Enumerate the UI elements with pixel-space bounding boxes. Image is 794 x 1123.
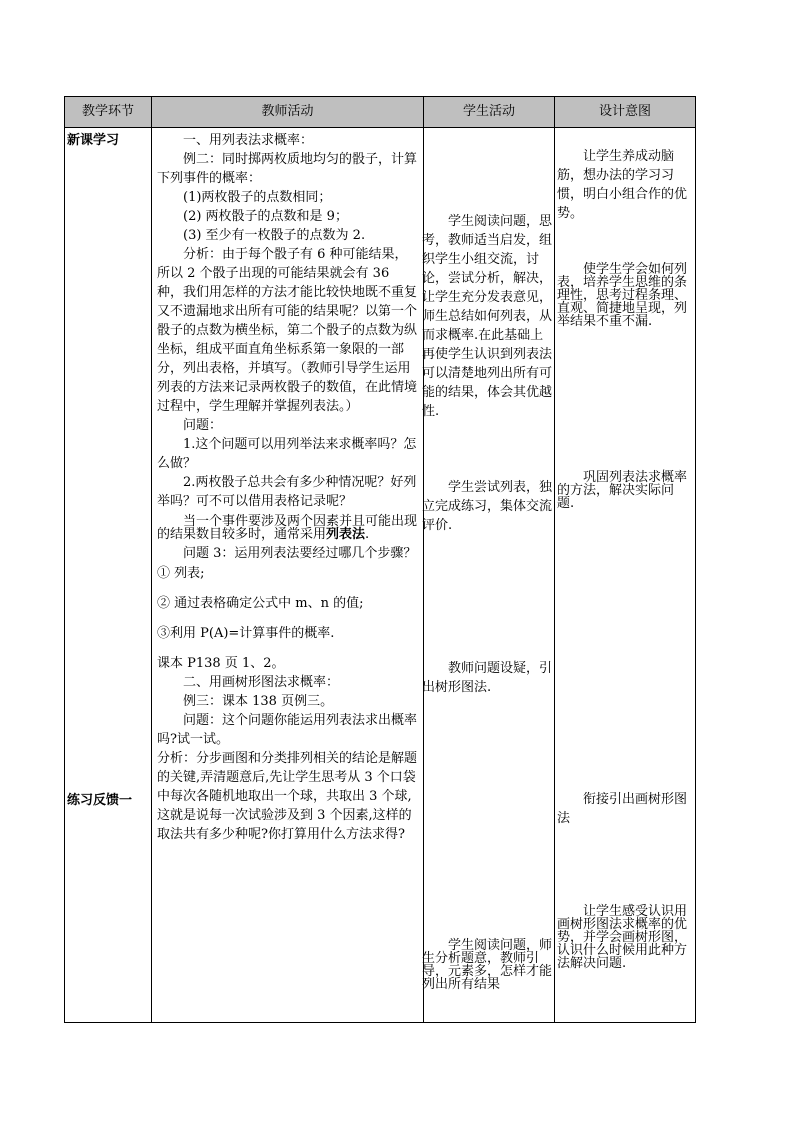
header-teaching-stage: 教学环节	[65, 97, 151, 127]
step-item: ② 通过表格确定公式中 m、n 的值;	[157, 596, 364, 611]
column-divider	[554, 97, 555, 1022]
column-divider	[151, 97, 152, 1022]
student-activity-4	[422, 939, 552, 991]
text-paragraph	[157, 515, 419, 541]
text-paragraph: 学生尝试列表，独立完成练习，集体交流评价.	[422, 480, 553, 533]
design-intent-1	[557, 147, 691, 223]
header-divider	[65, 127, 695, 128]
student-activity-1	[422, 212, 552, 421]
text-paragraph: (2) 两枚骰子的点数和是 9；	[183, 209, 348, 224]
text-paragraph: 让学生养成动脑筋，想办法的学习习惯，明白小组合作的优势。	[557, 149, 688, 221]
text-paragraph: 二、用画树形图法求概率：	[183, 675, 340, 690]
design-intent-2	[557, 263, 691, 328]
text-paragraph: (3) 至少有一枚骰子的点数为 2.	[183, 228, 366, 243]
text-paragraph: 分析：由于每个骰子有 6 种可能结果，所以 2 个骰子出现的可能结果就会有 36 种，我们用怎样的方法才能比较快地既不重复又不遗漏地求出所有可能的结果呢？以第一个骰子的点数为横坐标，第二个骰子的点数为纵坐标，组成平面直角坐标系第一象限的一部分，列出表格，并填写。（教师引导学生运用列表的方法来记录两枚骰子的数值，在此情境过程中，学生理解并掌握列表法。）	[157, 247, 418, 414]
header-design-intent: 设计意图	[555, 97, 695, 127]
header-teacher-activity: 教师活动	[152, 97, 423, 127]
text-paragraph: 课本 P138 页 1、2。	[157, 656, 285, 671]
step-item: ① 列表;	[157, 566, 205, 581]
design-intent-5	[557, 905, 691, 970]
text-paragraph: 例三：课本 138 页例三。	[183, 694, 334, 709]
section-new-learning: 新课学习	[67, 133, 120, 148]
student-activity-3	[422, 659, 552, 697]
text-paragraph: 学生阅读问题，思考，教师适当启发，组织学生小组交流，讨论，尝试分析，解决，让学生充分发表意见，师生总结如何列表，从而求概率.在此基础上再使学生认识到列表法可以清楚地列出所有可能的结果，体会其优越性.	[422, 214, 553, 419]
text-paragraph: 教师问题设疑，引出树形图法.	[422, 661, 553, 695]
design-intent-3	[557, 471, 691, 510]
text-paragraph: 2.两枚骰子总共会有多少种情况呢？好列举吗？可不可以借用表格记录呢？	[157, 475, 417, 509]
teacher-activity-content	[157, 131, 419, 844]
student-activity-2	[422, 478, 552, 535]
lesson-plan-table	[64, 96, 696, 1023]
text-paragraph: 例二：同时掷两枚质地均匀的骰子，计算下列事件的概率：	[157, 152, 418, 186]
text-paragraph: 问题：	[183, 418, 223, 433]
text-paragraph: 巩固列表法求概率的方法，解决实际问题.	[557, 470, 688, 511]
text-paragraph: 分析：分步画图和分类排列相关的结论是解题的关键,弄清题意后,先让学生思考从 3 个口袋中每次各随机地取出一个球，共取出 3 个球,这就是说每一次试验涉及到 3 个因素,这样的取法共有多少种呢?你打算用什么方法求得?	[157, 751, 418, 842]
header-student-activity: 学生活动	[424, 97, 554, 127]
text-paragraph: 衔接引出画树形图法	[557, 792, 688, 826]
list-method-term: 列表法	[326, 527, 366, 542]
text-paragraph: 使学生学会如何列表，培养学生思维的条理性，思考过程条理、直观、简捷地呈现，列举结果不重不漏.	[557, 262, 688, 329]
section-practice-feedback: 练习反馈一	[67, 793, 133, 808]
step-item: ③利用 P(A)=计算事件的概率.	[157, 626, 335, 641]
text-paragraph: 一、用列表法求概率：	[183, 133, 314, 148]
text-paragraph: 问题 3：运用列表法要经过哪几个步骤？	[183, 546, 417, 561]
text-paragraph: 学生阅读问题，师生分析题意，教师引导，元素多，怎样才能列出所有结果	[422, 938, 553, 992]
text-span: .	[365, 527, 370, 542]
text-paragraph: 问题：这个问题你能运用列表法求出概率吗?试一试。	[157, 713, 418, 747]
design-intent-4	[557, 790, 691, 828]
text-paragraph: (1)两枚骰子的点数相同；	[183, 190, 332, 205]
text-span: 当一个事件要涉及两个因素并且可能出现的结果数目较多时，通常采用	[157, 514, 418, 542]
text-paragraph: 让学生感受认识用画树形图法求概率的优势，并学会画树形图，认识什么时候用此种方法解决问题.	[557, 904, 688, 971]
text-paragraph: 1.这个问题可以用列举法来求概率吗？怎么做？	[157, 437, 417, 471]
